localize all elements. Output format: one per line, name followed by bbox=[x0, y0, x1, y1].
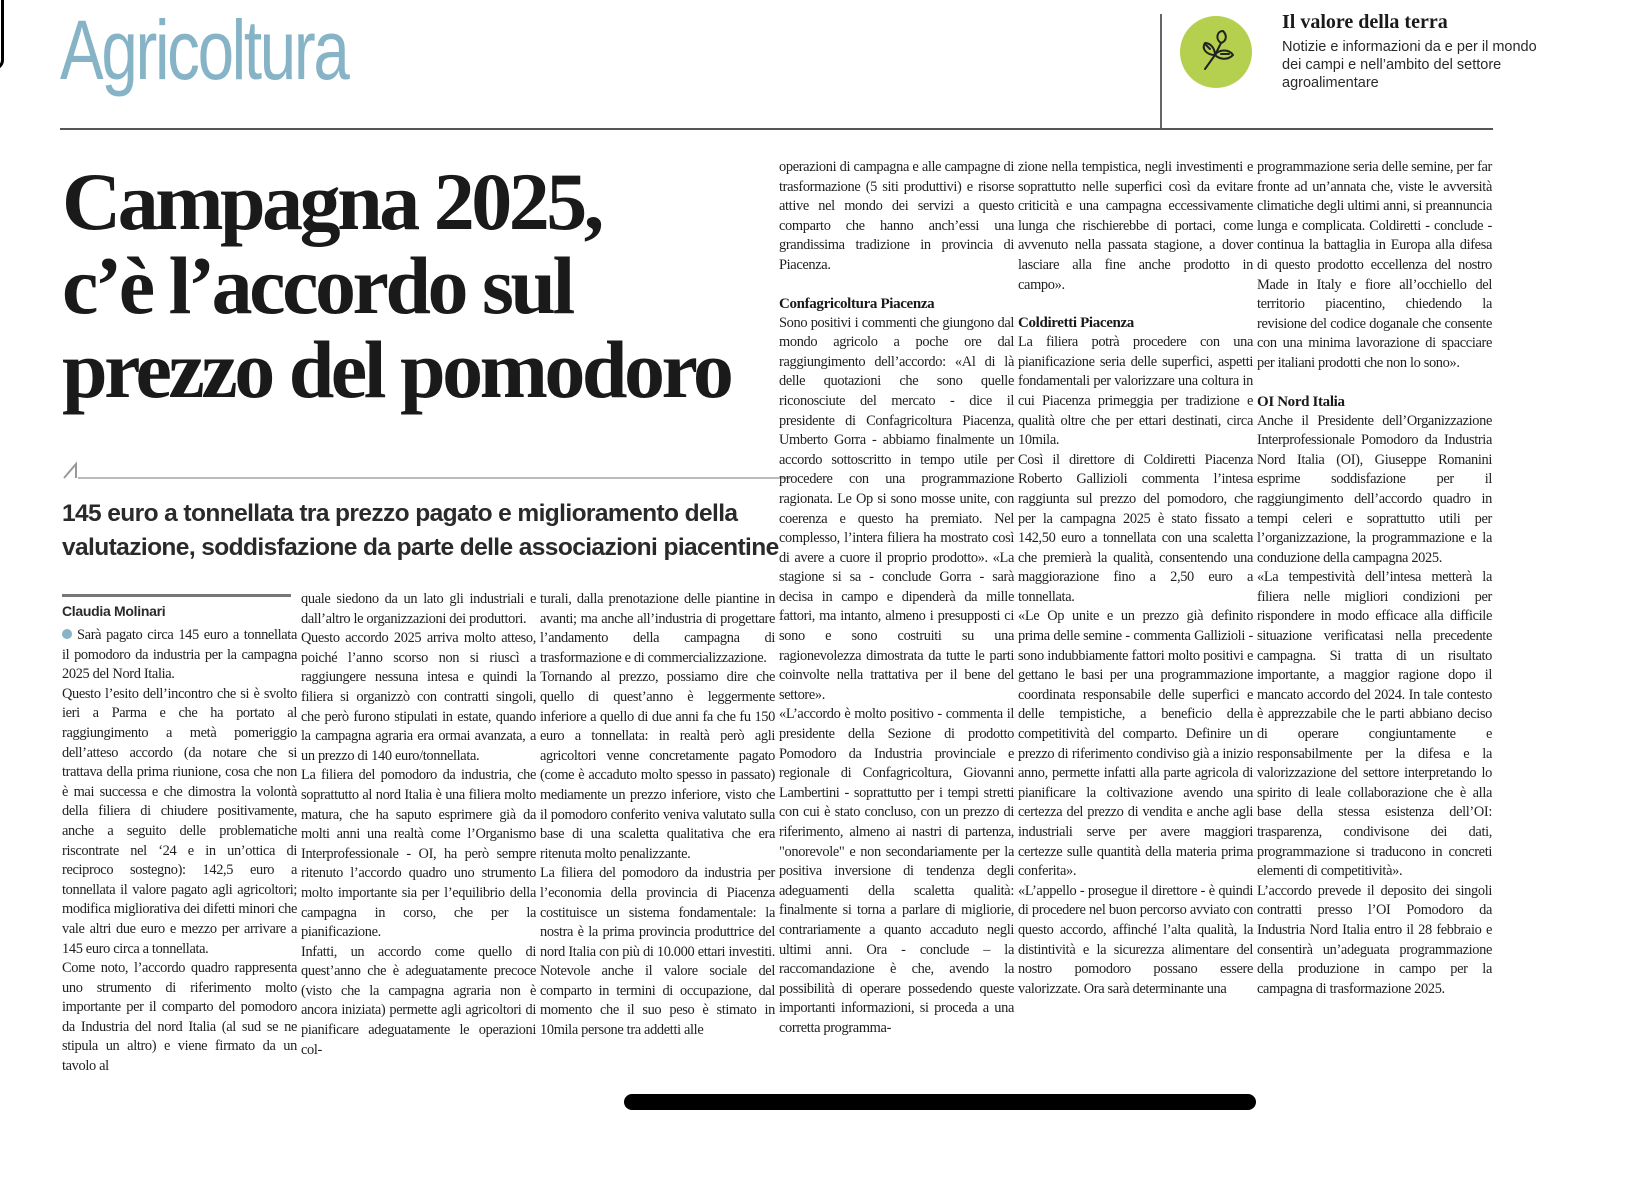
paragraph: Sarà pagato circa 145 euro a tonnellata il pomodoro da industria per la campagna 2025 del Nord Italia. bbox=[62, 627, 297, 683]
article-column-6 bbox=[1257, 158, 1492, 1088]
promo-title: Il valore della terra bbox=[1282, 11, 1448, 33]
section-heading-confagricoltura: Confagricoltura Piacenza bbox=[779, 295, 935, 312]
article-headline bbox=[62, 156, 782, 415]
section-heading-coldiretti: Coldiretti Piacenza bbox=[1018, 315, 1134, 332]
article-column-5 bbox=[1018, 158, 1253, 1088]
header-divider bbox=[1160, 14, 1162, 130]
paragraph: turali, dalla prenotazione delle piantine in avanti; ma anche all’industria di progettare l’andamento della campagna di trasformazione e di commercializzazione. bbox=[540, 591, 775, 666]
section-title: Agricoltura bbox=[60, 3, 348, 97]
paragraph: La filiera del pomodoro da industria per l’economia della provincia di Piacenza costituisce un sistema fondamentale: la nostra è la prima provincia produttrice del nord Italia con più di 10.000 ettari investiti. Notevole anche il valore sociale del comparto in termini di occupazione, dal momento che il suo peso è stimato in 10mila persone tra addetti alle bbox=[540, 865, 775, 1039]
section-heading-oi-nord-italia: OI Nord Italia bbox=[1257, 393, 1345, 410]
window-edge bbox=[0, 0, 4, 70]
article-column-2 bbox=[301, 590, 536, 1090]
paragraph: Così il direttore di Coldiretti Piacenza Roberto Gallizioli commenta l’intesa raggiunta sul prezzo del pomodoro, che per la campagna 2025 è stato fissato a 142,50 euro a tonnellata con una scaletta che premierà la qualità, consentendo una maggiorazione fino a 2,50 euro a tonnellata. bbox=[1018, 451, 1253, 605]
headline-line: prezzo del pomodoro bbox=[62, 324, 731, 415]
paragraph: Questo l’esito dell’incontro che si è svolto ieri a Parma e che ha portato al raggiungimento a metà pomeriggio dell’atteso accordo (da notare che si trattava della prima riunione, cosa che non è mai successa e che dimostra la volontà della filiera di chiudere positivamente, anche a seguito delle problematiche riscontrate nel ‘24 e in un’ottica di reciproco sostegno): 142,5 euro a tonnellata il valore pagato agli agricoltori; modifica migliorativa dei difetti minori che vale altri due euro e mezzo per arrivare a 145 euro circa a tonnellata. bbox=[62, 685, 297, 957]
paragraph: quale siedono da un lato gli industriali e dall’altro le organizzazioni dei produttori. bbox=[301, 591, 536, 627]
header-rule bbox=[60, 128, 1493, 130]
paragraph: La filiera potrà procedere con una pianificazione seria delle superfici, aspetti fondamentali per valorizzare una coltura in cui Piacenza primeggia per tradizione e qualità oltre che per ettari destinati, circa 10mila. bbox=[1018, 334, 1253, 449]
byline-rule bbox=[62, 594, 291, 597]
article-column-4 bbox=[779, 158, 1014, 1088]
paragraph: «La tempestività dell’intesa metterà la filiera nelle migliori condizioni per rispondere in modo efficace alla difficile situazione verificatasi nella precedente campagna. Si tratta di un risultato importante, a maggior ragione dopo il mancato accordo del 2024. In tale contesto è apprezzabile che le parti abbiano deciso di operare congiuntamente e responsabilmente per la difesa e la valorizzazione del settore interpretando lo spirito di leale collaborazione che è alla base della stessa esistenza dell’OI: trasparenza, condivisone dei dati, programmazione si traducono in concreti elementi di competitività». bbox=[1257, 569, 1492, 880]
author-byline: Claudia Molinari bbox=[62, 603, 166, 619]
promo-description: Notizie e informazioni da e per il mondo dei campi e nell’ambito del settore agroalimentare bbox=[1282, 39, 1537, 91]
paragraph: Questo accordo 2025 arriva molto atteso, poiché l’anno scorso non si riuscì a raggiungere nessuna intesa e quindi la filiera si organizzò con contratti singoli, che però furono stipulati in estate, quando la campagna agraria era ormai avanzata, a un prezzo di 140 euro/tonnellata. bbox=[301, 630, 536, 764]
paragraph: Come noto, l’accordo quadro rappresenta uno strumento di riferimento molto importante per il comparto del pomodoro da Industria del nord Italia (al sud se ne stipula un altro) e viene firmato da un tavolo al bbox=[62, 960, 297, 1075]
article-column-1 bbox=[62, 626, 297, 1086]
paragraph: Tornando al prezzo, possiamo dire che quello di quest’anno è leggermente inferiore a quello di due anni fa che fu 150 euro a tonnellata: in realtà però agli agricoltori venne concretamente pagato (come è accaduto molto spesso in passato) mediamente un prezzo inferiore, visto che il pomodoro conferito veniva valutato sulla base di una scaletta qualitativa che era ritenuta molto penalizzante. bbox=[540, 669, 775, 862]
paragraph: «L’accordo è molto positivo - commenta il presidente della Sezione di prodotto Pomodoro da Industria provinciale e regionale di Confagricoltura, Giovanni Lambertini - soprattutto per i tempi stretti con cui è stato concluso, con un prezzo di riferimento, almeno ai nastri di partenza, "onorevole" e non secondariamente per la positiva inversione di tendenza degli adeguamenti della scaletta qualità: finalmente si torna a parlare di migliorie, contrariamente a quanto accaduto negli ultimi anni. Ora - conclude – la raccomandazione è che, avendo la possibilità di operare possedendo queste importanti informazioni, si proceda a una corretta programma- bbox=[779, 706, 1014, 1036]
headline-line: c’è l’accordo sul bbox=[62, 240, 572, 331]
paragraph: La filiera del pomodoro da industria, che soprattutto al nord Italia è una filiera molto matura, che ha saputo esprimere già da molti anni una realtà come l’Organismo Interprofessionale - OI, ha però sempre ritenuto l’accordo quadro uno strumento molto importante sia per l’equilibrio della campagna in corso, che per la pianificazione. bbox=[301, 767, 536, 941]
article-column-3 bbox=[540, 590, 775, 1090]
paragraph: «Le Op unite e un prezzo già definito prima delle semine - commenta Gallizioli - sono indubbiamente fattori molto positivi e gettano le basi per una programmazione coordinata responsabile delle superfici e delle tempistiche, a beneficio della competitività del comparto. Definire un prezzo di riferimento condiviso già a inizio anno, permette infatti alla parte agricola di pianificare la coltivazione avendo una certezza del prezzo di vendita e anche agli industriali serve per avere maggiori certezze sulle quantità della materia prima conferita». bbox=[1018, 608, 1253, 880]
paragraph: programmazione seria delle semine, per far fronte ad un’annata che, viste le avversità climatiche degli ultimi anni, si preannuncia lunga e complicata. Coldiretti - conclude - continua la battaglia in Europa alla difesa di questo prodotto eccellenza del nostro Made in Italy e fiore all’occhiello del territorio piacentino, chiedendo la revisione del codice doganale che consente con una minima lavorazione di spacciare per italiani prodotti che non lo sono». bbox=[1257, 159, 1492, 371]
article-subheadline: 145 euro a tonnellata tra prezzo pagato e miglioramento della valutazione, soddisfazione da parte delle associazioni piacentine bbox=[62, 500, 779, 561]
paragraph: Infatti, un accordo come quello di quest’anno che è adeguatamente precoce (visto che la campagna agraria non è ancora iniziata) permette agli agricoltori di pianificare adeguatamente le operazioni col- bbox=[301, 943, 536, 1058]
paragraph: «L’appello - prosegue il direttore - è quindi di procedere nel buon percorso avviato con questo accordo, affinché l’alta qualità, la distintività e la sicurezza alimentare del nostro pomodoro possano essere valorizzate. Ora sarà determinante una bbox=[1018, 882, 1253, 997]
home-indicator-bar[interactable] bbox=[624, 1094, 1256, 1110]
paragraph: Anche il Presidente dell’Organizzazione Interprofessionale Pomodoro da Industria Nord Italia (OI), Giuseppe Romanini esprime soddisfazione per il raggiungimento dell’accordo quadro in tempi celeri e soprattutto utili per l’organizzazione, la programmazione e la conduzione della campagna 2025. bbox=[1257, 412, 1492, 566]
paragraph: operazioni di campagna e alle campagne di trasformazione (5 siti produttivi) e risorse attive nel mondo dei servizi a questo comparto che hanno anch’essi una grandissima tradizione in provincia di Piacenza. bbox=[779, 159, 1014, 273]
paragraph: zione nella tempistica, negli investimenti e soprattutto nelle superfici così da evitare criticità e una campagna eccessivamente lunga che rischierebbe di portaci, come avvenuto nella passata stagione, a dover lasciare alla fine anche prodotto in campo». bbox=[1018, 159, 1253, 293]
subhead-rule bbox=[78, 477, 790, 479]
headline-line: Campagna 2025, bbox=[62, 156, 601, 247]
paragraph: L’accordo prevede il deposito dei singoli contratti presso l’OI Pomodoro da Industria Nord Italia entro il 28 febbraio e consentirà un’adeguata programmazione della produzione in campo per la campagna di trasformazione 2025. bbox=[1257, 882, 1492, 997]
bullet-dot-icon bbox=[62, 629, 72, 639]
leaf-sprig-icon bbox=[1180, 16, 1252, 88]
paragraph: Sono positivi i commenti che giungono dal mondo agricolo a poche ore dal raggiungimento dell’accordo: «Al di là delle quotazioni che sono quelle riconosciute del mercato - dice il presidente di Confagricoltura Piacenza, Umberto Gorra - abbiamo finalmente un accordo sottoscritto in tempo utile per procedere con una programmazione ragionata. Le Op si sono mosse unite, con coerenza e questo ha premiato. Nel complesso, l’intera filiera ha mostrato così di avere a cuore il proprio prodotto». «La stagione si sa - conclude Gorra - sarà decisa in campo e dipenderà da mille fattori, ma intanto, almeno i presupposti ci sono e sono costruiti su una ragionevolezza dimostrata da tutte le parti coinvolte nella trattativa per il bene del settore». bbox=[779, 314, 1014, 703]
